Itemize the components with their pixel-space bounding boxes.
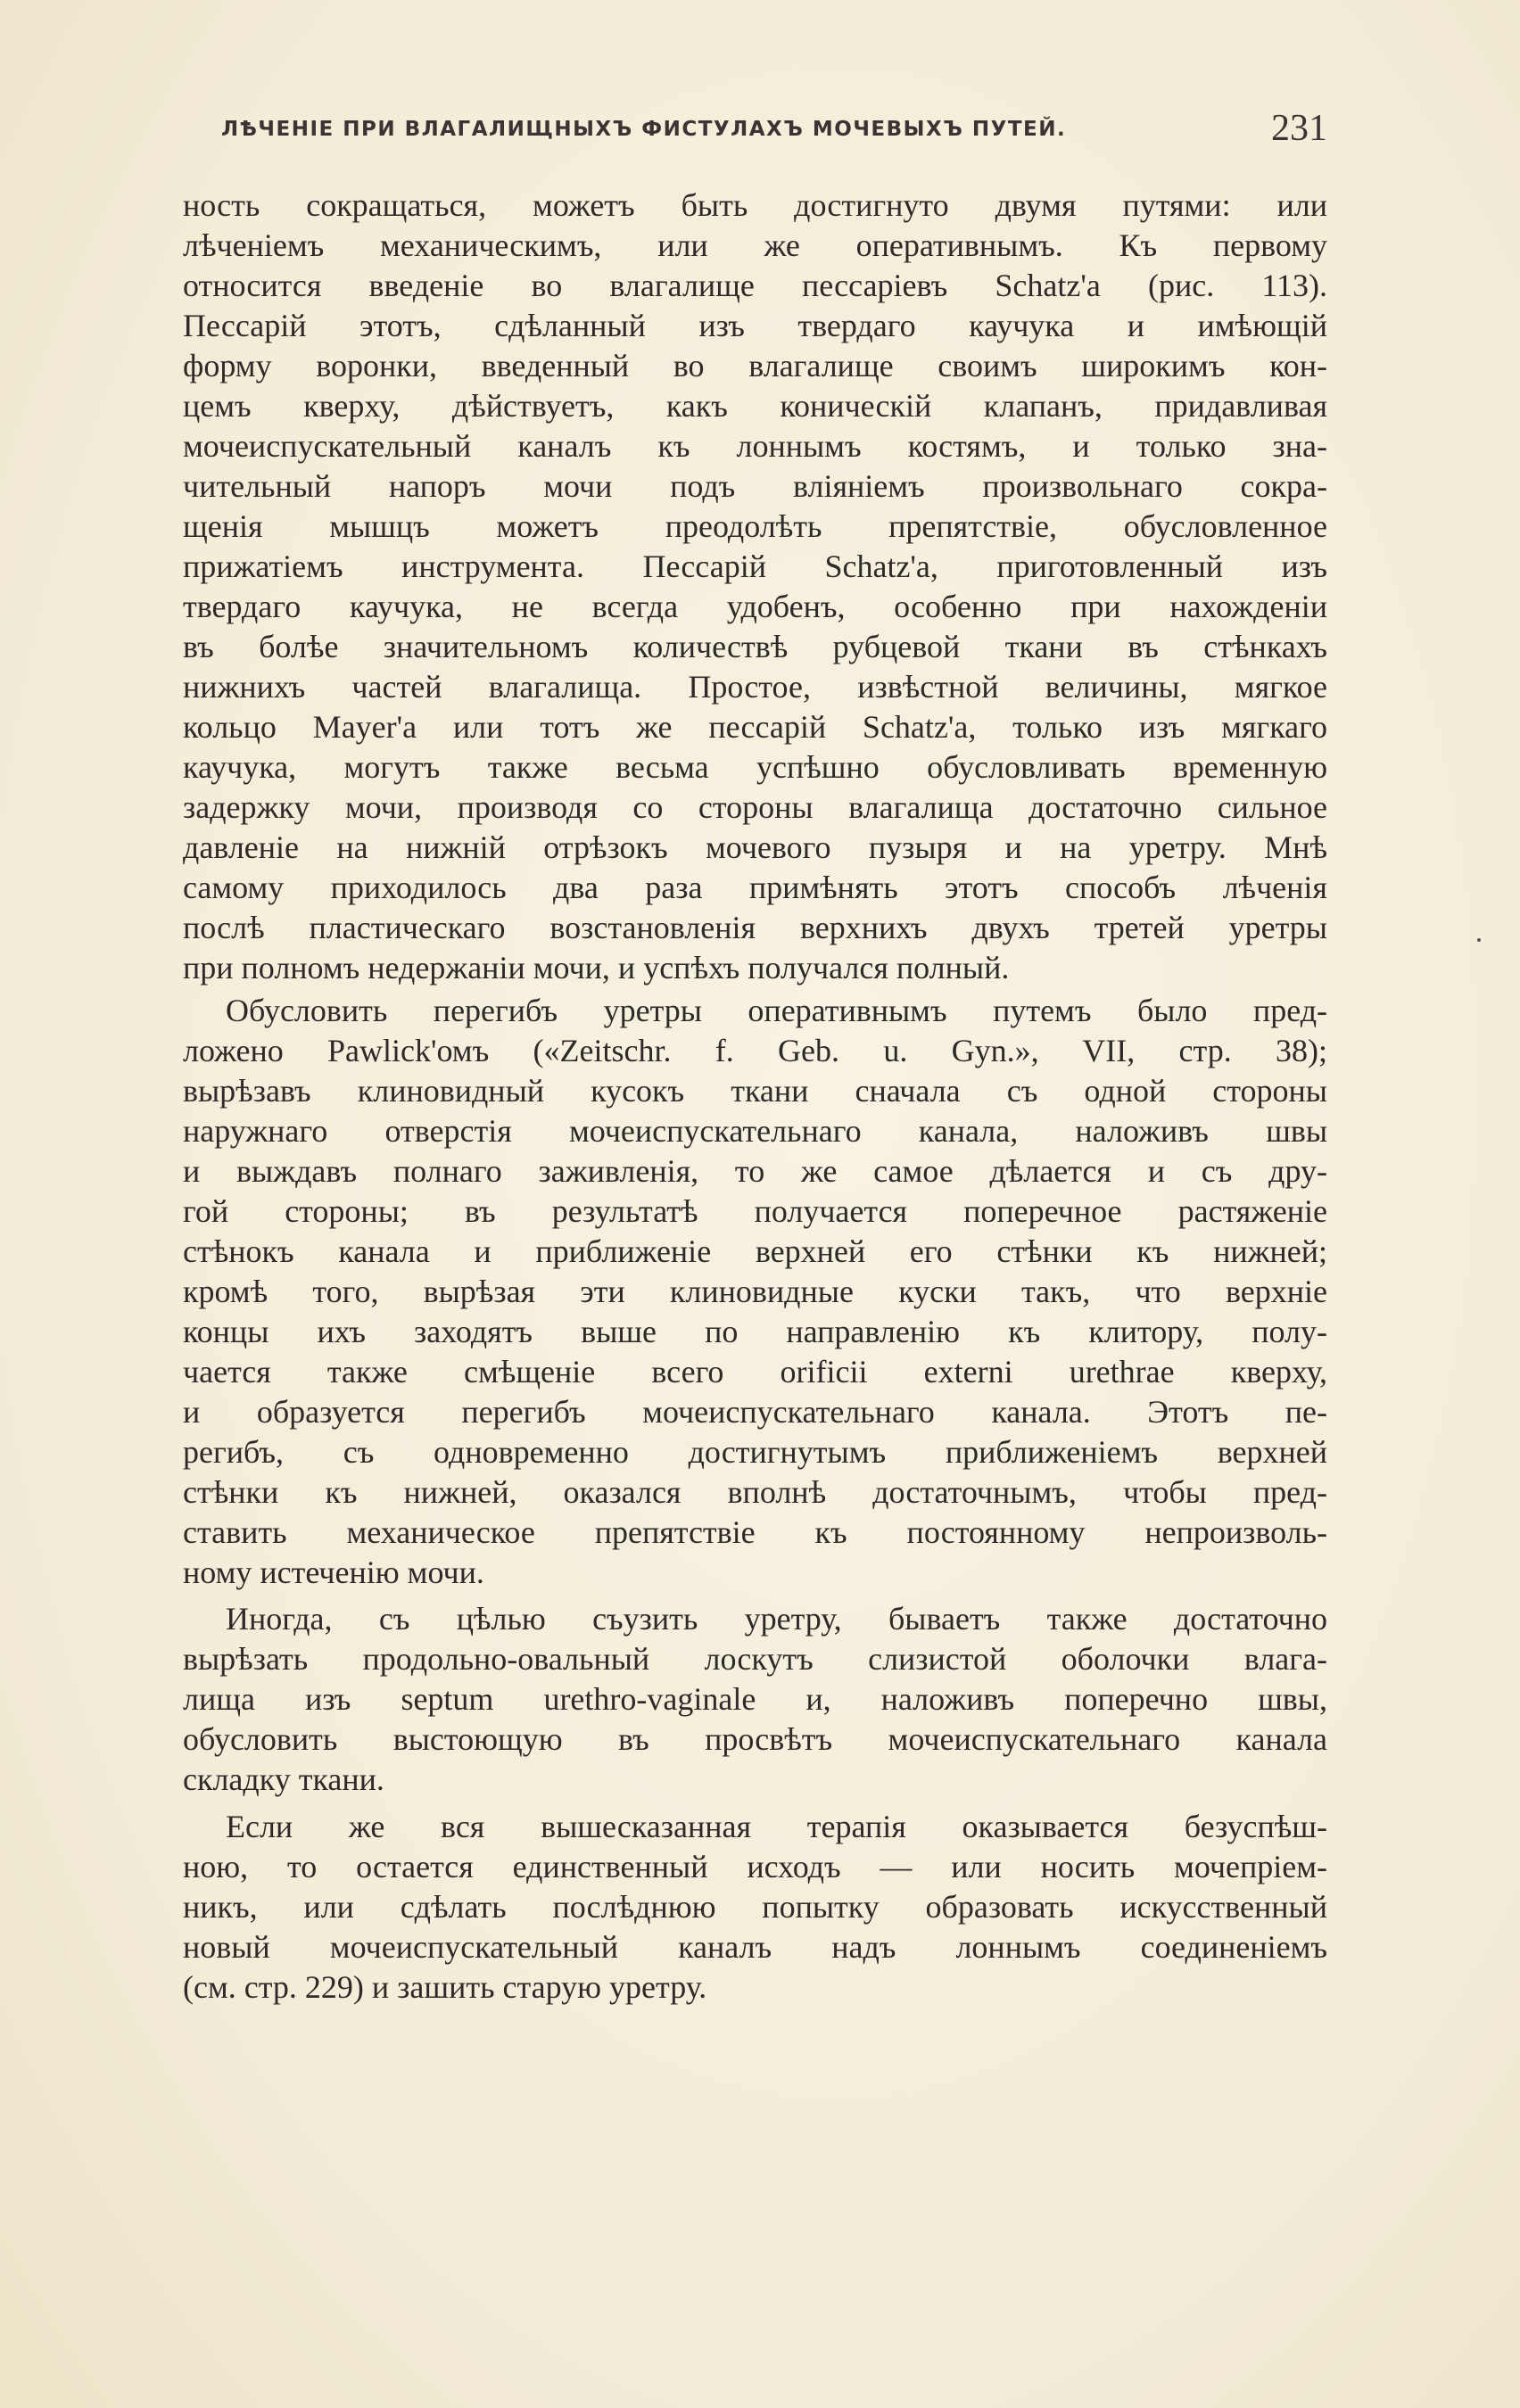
text-line: лища изъ septum urethro-vaginale и, наложивъ поперечно швы, [183, 1681, 1327, 1717]
text-line: регибъ, съ одновременно достигнутымъ приближеніемъ верхней [183, 1434, 1327, 1470]
text-line: и образуется перегибъ мочеиспускательнаго канала. Этотъ пе- [183, 1394, 1327, 1430]
text-line: каучука, могутъ также весьма успѣшно обусловливать временную [183, 749, 1327, 785]
page-number: 231 [1271, 108, 1327, 149]
text-line: форму воронки, введенный во влагалище своимъ широкимъ кон- [183, 348, 1327, 383]
text-line: никъ, или сдѣлать послѣднюю попытку образовать искусственный [183, 1889, 1327, 1925]
text-line: и выждавъ полнаго заживленія, то же самое дѣлается и съ дру- [183, 1153, 1327, 1189]
text-line: концы ихъ заходятъ выше по направленію къ клитору, полу- [183, 1314, 1327, 1349]
text-line: ность сокращаться, можетъ быть достигнуто двумя путями: или [183, 187, 1327, 223]
paragraph [183, 991, 1327, 1593]
text-line: вырѣзавъ клиновидный кусокъ ткани сначала съ одной стороны [183, 1073, 1327, 1109]
text-line: наружнаго отверстія мочеиспускательнаго канала, наложивъ швы [183, 1113, 1327, 1149]
text-line: гой стороны; въ результатѣ получается поперечное растяженіе [183, 1193, 1327, 1229]
text-line: при полномъ недержаніи мочи, и успѣхъ получался полный. [183, 950, 1010, 985]
text-line: Иногда, съ цѣлью съузить уретру, бываетъ также достаточно [226, 1601, 1327, 1637]
text-line: давленіе на нижній отрѣзокъ мочевого пузыря и на уретру. Мнѣ [183, 829, 1327, 865]
text-line: самому приходилось два раза примѣнять этотъ способъ лѣченія [183, 870, 1327, 905]
text-line: ставить механическое препятствіе къ постоянному непроизволь- [183, 1514, 1327, 1550]
text-line: нижнихъ частей влагалища. Простое, извѣстной величины, мягкое [183, 669, 1327, 705]
text-line: Обусловить перегибъ уретры оперативнымъ путемъ было пред- [226, 993, 1327, 1028]
text-line: ною, то остается единственный исходъ — или носить мочепріем- [183, 1849, 1327, 1884]
paragraph [183, 186, 1327, 988]
paragraph [183, 1599, 1327, 1800]
text-line: ложено Pawlick'омъ («Zeitschr. f. Geb. u. Gyn.», VII, стр. 38); [183, 1033, 1327, 1068]
text-line: лѣченіемъ механическимъ, или же оперативнымъ. Къ первому [183, 227, 1327, 263]
text-line: складку ткани. [183, 1761, 384, 1797]
text-line: чается также смѣщеніе всего orificii externi urethrae кверху, [183, 1354, 1327, 1390]
text-line: кромѣ того, вырѣзая эти клиновидные куски такъ, что верхніе [183, 1274, 1327, 1309]
text-line: Пессарій этотъ, сдѣланный изъ твердаго каучука и имѣющій [183, 308, 1327, 343]
text-line: обусловить выстоющую въ просвѣтъ мочеиспускательнаго канала [183, 1721, 1327, 1757]
paragraph [183, 1807, 1327, 2008]
running-header [221, 105, 1327, 159]
text-line: послѣ пластическаго возстановленія верхнихъ двухъ третей уретры [183, 910, 1327, 945]
text-line: въ болѣе значительномъ количествѣ рубцевой ткани въ стѣнкахъ [183, 629, 1327, 664]
running-header-title: ЛѢЧЕНІЕ ПРИ ВЛАГАЛИЩНЫХЪ ФИСТУЛАХЪ МОЧЕВЫХЪ ПУТЕЙ. [221, 118, 1067, 141]
paper-speck [1477, 938, 1481, 942]
text-line: ному истеченію мочи. [183, 1554, 484, 1590]
text-line: стѣнки къ нижней, оказался вполнѣ достаточнымъ, чтобы пред- [183, 1474, 1327, 1510]
text-line: прижатіемъ инструмента. Пессарій Schatz'а, приготовленный изъ [183, 548, 1327, 584]
text-line: относится введеніе во влагалище пессаріевъ Schatz'а (рис. 113). [183, 268, 1327, 303]
text-line: стѣнокъ канала и приближеніе верхней его стѣнки къ нижней; [183, 1233, 1327, 1269]
text-line: (см. стр. 229) и зашить старую уретру. [183, 1969, 707, 2005]
text-line: новый мочеиспускательный каналъ надъ лоннымъ соединеніемъ [183, 1929, 1327, 1965]
text-line: мочеиспускательный каналъ къ лоннымъ костямъ, и только зна- [183, 428, 1327, 464]
text-line: чительный напоръ мочи подъ вліяніемъ произвольнаго сокра- [183, 468, 1327, 504]
text-line: щенія мышцъ можетъ преодолѣть препятствіе, обусловленное [183, 508, 1327, 544]
text-line: задержку мочи, производя со стороны влагалища достаточно сильное [183, 789, 1327, 825]
text-line: цемъ кверху, дѣйствуетъ, какъ коническій клапанъ, придавливая [183, 388, 1327, 424]
text-line: кольцо Mayer'а или тотъ же пессарій Schatz'а, только изъ мягкаго [183, 709, 1327, 745]
body-text [183, 186, 1327, 2008]
text-line: Если же вся вышесказанная терапія оказывается безуспѣш- [226, 1809, 1327, 1844]
text-line: твердаго каучука, не всегда удобенъ, особенно при нахожденіи [183, 589, 1327, 624]
text-line: вырѣзать продольно-овальный лоскутъ слизистой оболочки влага- [183, 1641, 1327, 1677]
